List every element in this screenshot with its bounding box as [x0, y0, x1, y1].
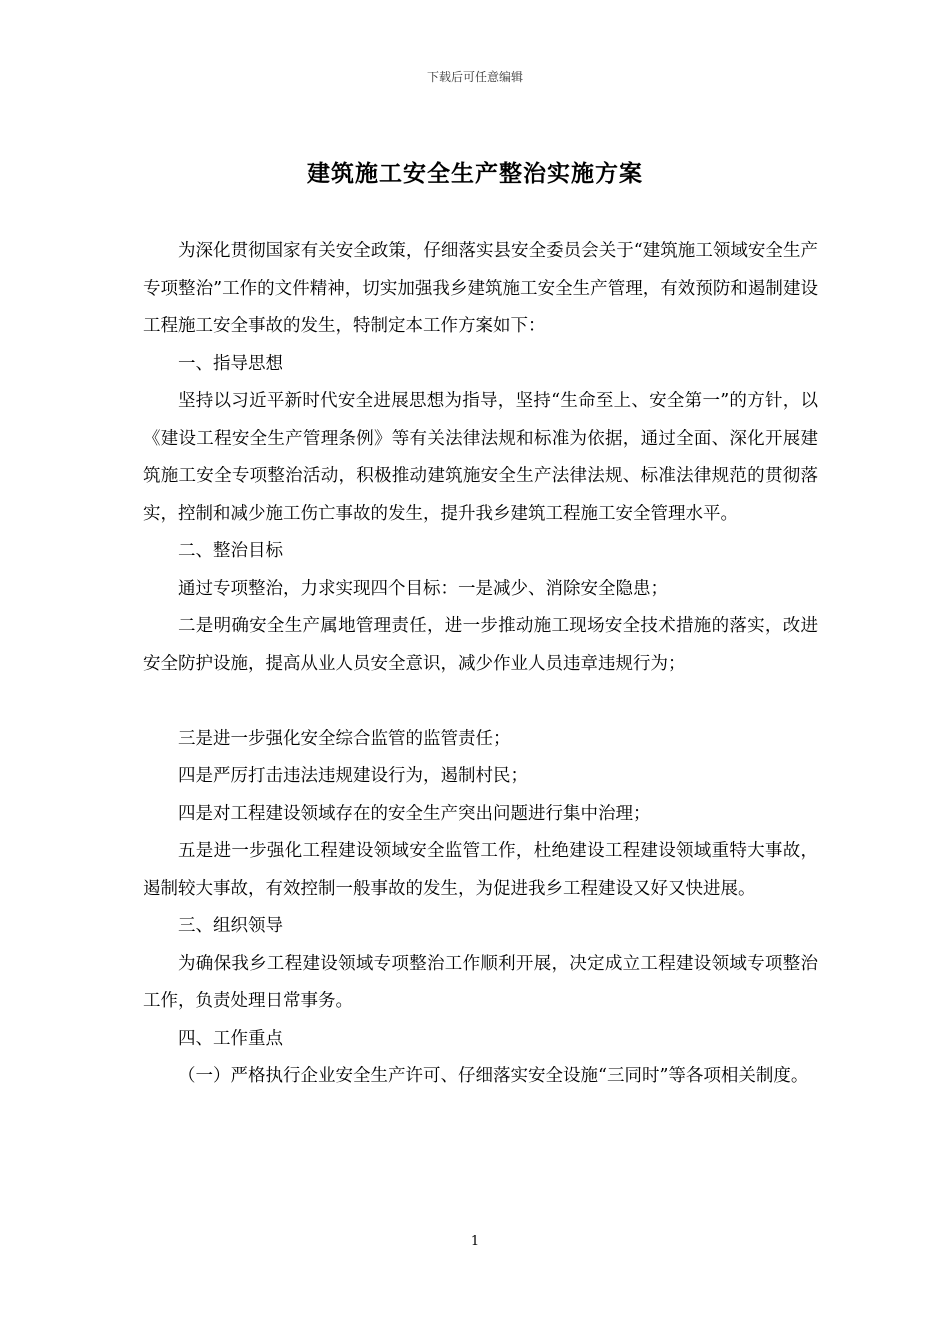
section-heading-1: 一、指导思想	[178, 353, 283, 374]
paragraph-focus-1: （一）严格执行企业安全生产许可、仔细落实安全设施“三同时”等各项相关制度。	[178, 1066, 809, 1086]
section-heading-3: 三、组织领导	[178, 916, 283, 936]
paragraph-intro: 为深化贯彻国家有关安全政策，仔细落实县安全委员会关于“建筑施工领域安全生产专项整治”工作的文件精神，切实加强我乡建筑施工安全生产管理，有效预防和遏制建设工程施工安全事故的发生，特制定本工作方案如下：	[143, 241, 818, 336]
document-title: 建筑施工安全生产整治实施方案	[307, 160, 643, 187]
paragraph-goal-1: 通过专项整治，力求实现四个目标：一是减少、消除安全隐患；	[178, 578, 668, 599]
section-heading-4: 四、工作重点	[178, 1028, 283, 1049]
page-number: 1	[470, 1234, 480, 1249]
header-note: 下载后可任意编辑	[426, 70, 523, 84]
paragraph-goal-3: 三是进一步强化安全综合监管的监管责任；	[178, 728, 511, 749]
blank-line	[143, 683, 818, 721]
section-heading-2: 二、整治目标	[178, 541, 283, 561]
paragraph-guiding-thought: 坚持以习近平新时代安全进展思想为指导，坚持“生命至上、安全第一”的方针，以《建设工程安全生产管理条例》等有关法律法规和标准为依据，通过全面、深化开展建筑施工安全专项整治活动，积极推动建筑施安全生产法律法规、标准法律规范的贯彻落实，控制和减少施工伤亡事故的发生，提升我乡建筑工程施工安全管理水平。	[143, 391, 818, 524]
paragraph-goal-5: 五是进一步强化工程建设领域安全监管工作，杜绝建设工程建设领域重特大事故，遏制较大事故，有效控制一般事故的发生，为促进我乡工程建设又好又快进展。	[143, 841, 818, 899]
paragraph-goal-4a: 四是严厉打击违法违规建设行为，遏制村民；	[178, 766, 528, 786]
paragraph-goal-4b: 四是对工程建设领域存在的安全生产突出问题进行集中治理；	[178, 803, 651, 824]
paragraph-organization: 为确保我乡工程建设领域专项整治工作顺利开展，决定成立工程建设领域专项整治工作，负责处理日常事务。	[143, 953, 818, 1011]
paragraph-goal-2: 二是明确安全生产属地管理责任，进一步推动施工现场安全技术措施的落实，改进安全防护设施，提高从业人员安全意识，减少作业人员违章违规行为；	[143, 616, 818, 674]
document-body	[143, 233, 818, 1096]
